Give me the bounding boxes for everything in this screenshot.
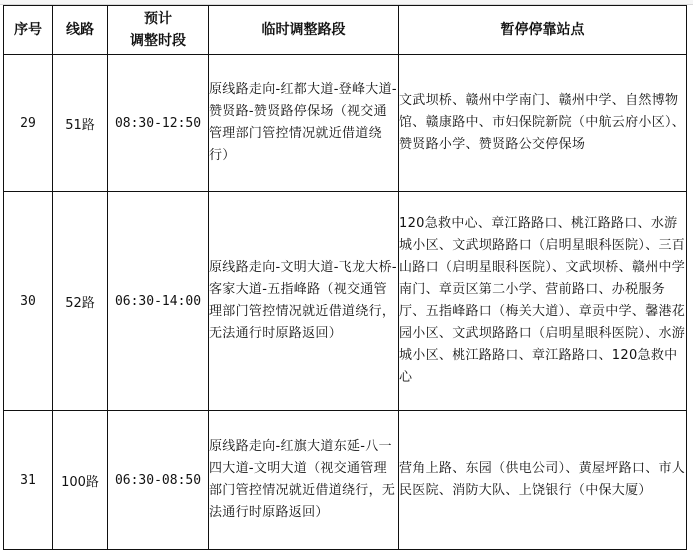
- header-time-line2: 调整时段: [130, 33, 186, 49]
- table-header-row: [4, 6, 687, 55]
- cell-time: 06:30-08:50: [108, 411, 209, 550]
- cell-seq: 30: [4, 192, 53, 411]
- cell-route: 原线路走向-红都大道-登峰大道-赞贤路-赞贤路停保场（视交通管理部门管控情况就近借道绕行）: [209, 55, 399, 192]
- cell-seq: 29: [4, 55, 53, 192]
- header-seq: 序号: [4, 6, 53, 55]
- header-time-line1: 预计: [144, 11, 172, 27]
- bus-route-adjustment-table: [3, 5, 687, 550]
- cell-time: 06:30-14:00: [108, 192, 209, 411]
- table-row: [4, 411, 687, 550]
- cell-seq: 31: [4, 411, 53, 550]
- cell-line: 52路: [53, 192, 108, 411]
- cell-route: 原线路走向-文明大道-飞龙大桥-客家大道-五指峰路（视交通管理部门管控情况就近借道绕行，无法通行时原路返回）: [209, 192, 399, 411]
- cell-route: 原线路走向-红旗大道东延-八一四大道-文明大道（视交通管理部门管控情况就近借道绕行，无法通行时原路返回）: [209, 411, 399, 550]
- cell-stops: 120急救中心、章江路路口、桃江路路口、水游城小区、文武坝路路口（启明星眼科医院）、三百山路口（启明星眼科医院）、文武坝桥、赣州中学南门、章贡区第二小学、营前路口、办税服务厅、五指峰路口（梅关大道）、章贡中学、馨港花园小区、文武坝路路口（启明星眼科医院）、水游城小区、桃江路路口、章江路路口、120急救中心: [399, 192, 687, 411]
- table-row: [4, 192, 687, 411]
- header-line: 线路: [53, 6, 108, 55]
- cell-time: 08:30-12:50: [108, 55, 209, 192]
- cell-line: 51路: [53, 55, 108, 192]
- cell-stops: 营角上路、东园（供电公司）、黄屋坪路口、市人民医院、消防大队、上饶银行（中保大厦）: [399, 411, 687, 550]
- table-row: [4, 55, 687, 192]
- cell-stops: 文武坝桥、赣州中学南门、赣州中学、自然博物馆、赣康路中、市妇保院新院（中航云府小区）、赞贤路小学、赞贤路公交停保场: [399, 55, 687, 192]
- header-stops: 暂停停靠站点: [399, 6, 687, 55]
- header-route: 临时调整路段: [209, 6, 399, 55]
- cell-line: 100路: [53, 411, 108, 550]
- header-time: [108, 6, 209, 55]
